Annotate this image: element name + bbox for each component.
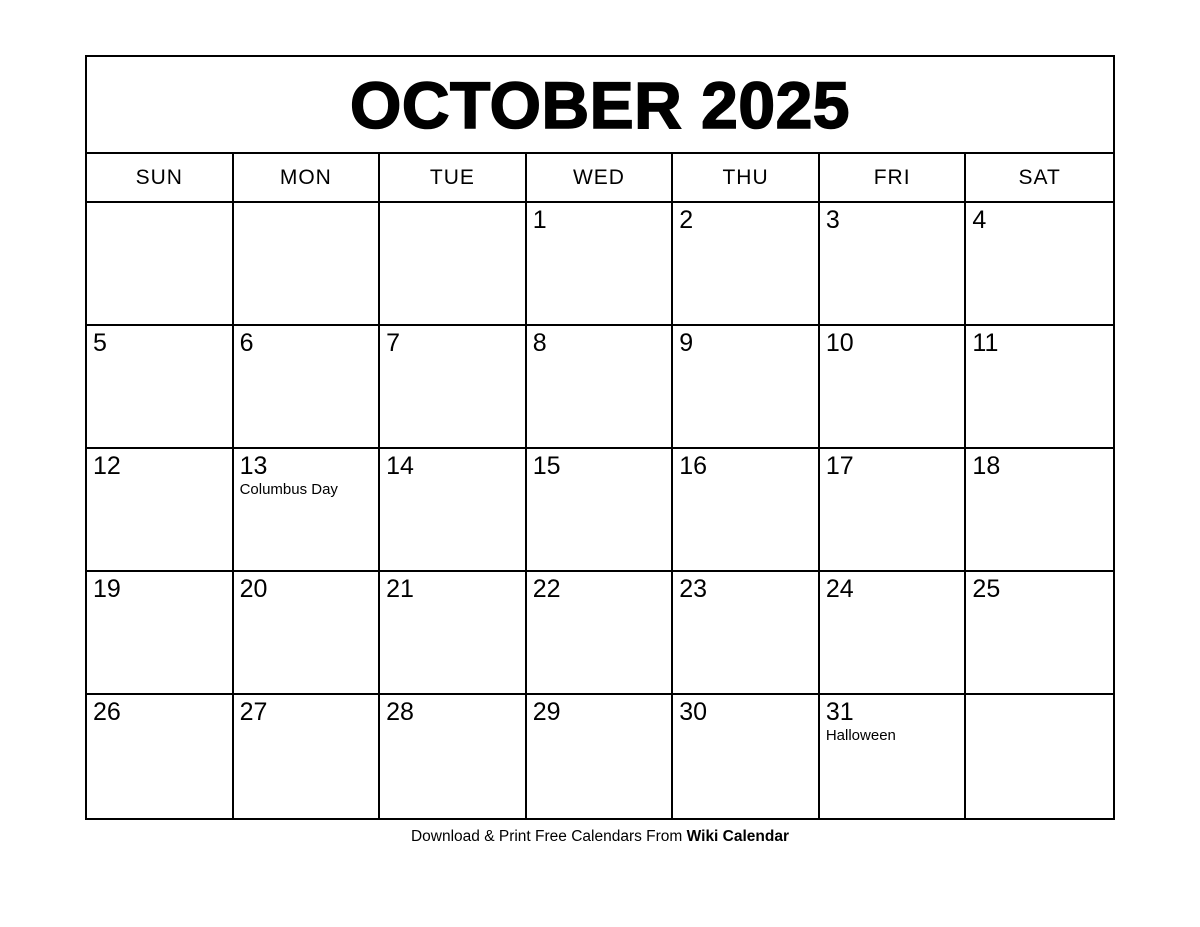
footer-credit-text: Download & Print Free Calendars From (410, 828, 687, 845)
day-cell-1 (527, 203, 674, 324)
day-number: 13 (239, 452, 268, 480)
footer-brand: Wiki Calendar (686, 828, 790, 845)
day-number: 1 (532, 206, 547, 234)
week-row-2 (87, 326, 1113, 449)
day-number: 14 (386, 452, 414, 480)
day-cell-12 (87, 449, 234, 570)
weekday-header-tue: TUE (380, 154, 527, 201)
day-cell-14 (380, 449, 527, 570)
weekday-header-mon: MON (234, 154, 381, 201)
day-cell-30 (673, 695, 820, 818)
day-cell-8 (527, 326, 674, 447)
weekday-header-fri: FRI (820, 154, 967, 201)
day-cell-13 (234, 449, 381, 570)
day-cell-19 (87, 572, 234, 693)
day-cell-21 (380, 572, 527, 693)
day-number: 10 (825, 329, 854, 357)
day-cell-2 (673, 203, 820, 324)
day-number: 26 (93, 698, 121, 726)
week-row-1 (87, 203, 1113, 326)
day-number: 9 (679, 329, 694, 357)
day-number: 27 (239, 698, 268, 726)
day-number: 12 (93, 452, 121, 480)
day-cell-9 (673, 326, 820, 447)
day-cell-27 (234, 695, 381, 818)
day-cell-7 (380, 326, 527, 447)
week-row-5 (87, 695, 1113, 818)
day-cell-16 (673, 449, 820, 570)
day-cell-25 (966, 572, 1113, 693)
calendar-title: OCTOBER 2025 (87, 57, 1113, 154)
day-number: 20 (239, 575, 268, 603)
day-number: 30 (679, 698, 708, 726)
event-columbus-day: Columbus Day (239, 480, 338, 498)
day-cell-22 (527, 572, 674, 693)
day-number: 31 (825, 698, 854, 726)
day-cell-empty (87, 203, 234, 324)
day-cell-26 (87, 695, 234, 818)
day-number: 4 (972, 206, 987, 234)
day-cell-empty (966, 695, 1113, 818)
day-number: 23 (679, 575, 708, 603)
day-number: 16 (679, 452, 708, 480)
day-cell-31 (820, 695, 967, 818)
day-cell-18 (966, 449, 1113, 570)
day-cell-4 (966, 203, 1113, 324)
day-cell-11 (966, 326, 1113, 447)
day-number: 7 (386, 329, 401, 357)
day-cell-24 (820, 572, 967, 693)
day-number: 18 (972, 452, 1001, 480)
event-halloween: Halloween (825, 726, 896, 744)
day-number: 8 (532, 329, 547, 357)
day-cell-20 (234, 572, 381, 693)
day-number: 21 (386, 575, 414, 603)
day-number: 17 (825, 452, 854, 480)
weekday-header-row (87, 154, 1113, 203)
day-number: 25 (972, 575, 1001, 603)
day-number: 28 (386, 698, 414, 726)
day-cell-15 (527, 449, 674, 570)
day-number: 29 (532, 698, 561, 726)
day-number: 24 (825, 575, 854, 603)
day-number: 15 (532, 452, 561, 480)
day-cell-empty (234, 203, 381, 324)
footer-credit (0, 828, 1200, 846)
day-cell-6 (234, 326, 381, 447)
day-cell-28 (380, 695, 527, 818)
day-number: 2 (679, 206, 694, 234)
day-cell-23 (673, 572, 820, 693)
day-cell-5 (87, 326, 234, 447)
day-number: 3 (825, 206, 840, 234)
day-number: 22 (532, 575, 561, 603)
day-number: 5 (93, 329, 107, 357)
weekday-header-sun: SUN (87, 154, 234, 201)
week-row-4 (87, 572, 1113, 695)
day-cell-29 (527, 695, 674, 818)
day-cell-10 (820, 326, 967, 447)
day-cell-3 (820, 203, 967, 324)
calendar (85, 55, 1115, 820)
day-cell-17 (820, 449, 967, 570)
day-number: 19 (93, 575, 121, 603)
weekday-header-thu: THU (673, 154, 820, 201)
day-cell-empty (380, 203, 527, 324)
week-row-3 (87, 449, 1113, 572)
day-number: 11 (972, 329, 999, 357)
day-number: 6 (239, 329, 254, 357)
weekday-header-sat: SAT (1018, 165, 1061, 189)
weekday-header-wed: WED (527, 154, 674, 201)
